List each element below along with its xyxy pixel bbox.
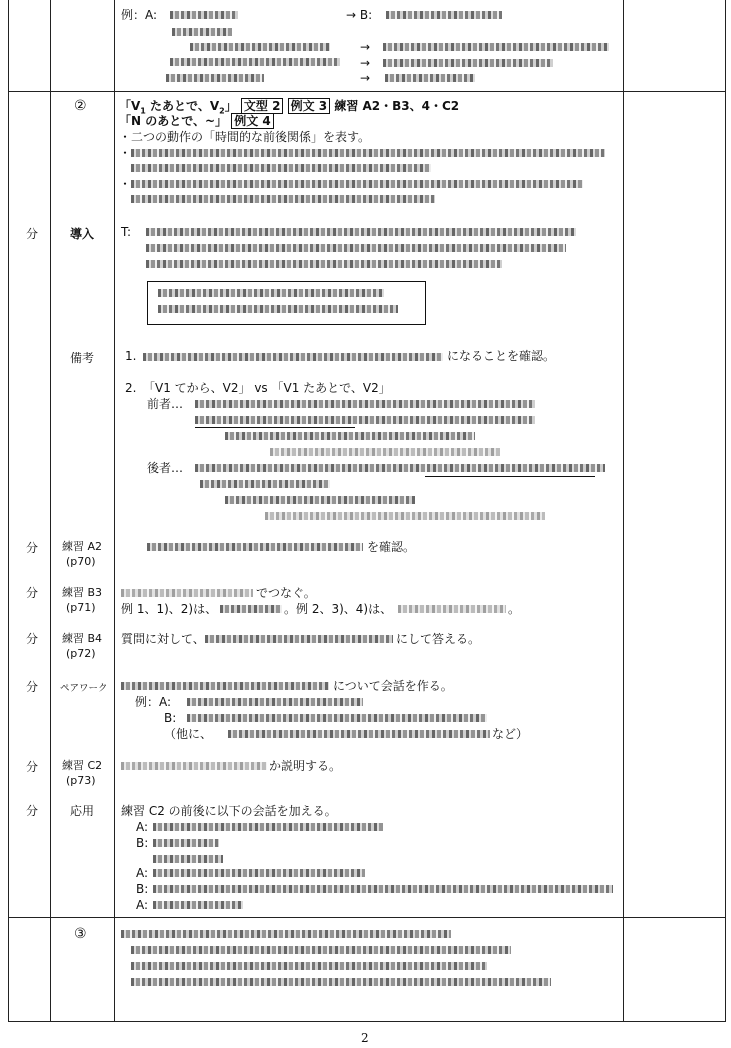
redacted-text	[153, 901, 243, 909]
exercise-text: （他に、	[164, 727, 213, 741]
grammar-pattern-text: たあとで、V	[145, 99, 220, 113]
redacted-text	[131, 180, 583, 188]
row-label-c2: 練習 C2	[62, 759, 103, 772]
redacted-text	[131, 149, 605, 157]
redacted-text	[187, 698, 363, 706]
note-number: 1.	[125, 349, 137, 363]
redacted-text	[153, 869, 365, 877]
time-unit: 分	[26, 586, 39, 600]
redacted-text	[386, 11, 502, 19]
exercise-text: を確認。	[367, 540, 416, 554]
redacted-text	[121, 682, 329, 690]
table-col-divider-3	[623, 0, 624, 1022]
redacted-text	[383, 43, 609, 51]
redacted-text	[228, 730, 490, 738]
page-ref: (p73)	[66, 774, 96, 787]
row-label-ouyou: 応用	[70, 804, 95, 818]
time-unit: 分	[26, 541, 39, 555]
exercise-text: か説明する。	[269, 759, 342, 773]
redacted-text	[131, 978, 551, 986]
note-number: 2.	[125, 381, 137, 395]
table-col-divider-1	[50, 0, 51, 1022]
time-unit: 分	[26, 680, 39, 694]
exercise-text: について会話を作る。	[333, 679, 453, 693]
tag-bunkei: 文型 2	[241, 98, 284, 114]
row-label-b3: 練習 B3	[62, 586, 103, 599]
redacted-text	[172, 28, 232, 36]
redacted-text	[166, 74, 264, 82]
row-label-dounyu: 導入	[70, 227, 95, 241]
arrow-icon: →	[360, 71, 371, 85]
exercise-text: 練習 C2 の前後に以下の会話を加える。	[121, 804, 337, 818]
section-number: ②	[74, 98, 87, 114]
redacted-text	[131, 195, 435, 203]
time-unit: 分	[26, 227, 39, 241]
note-text: になることを確認。	[447, 349, 556, 363]
redacted-text	[131, 164, 431, 172]
redacted-text	[205, 635, 393, 643]
redacted-text	[146, 260, 502, 268]
redacted-text	[121, 589, 253, 597]
tag-renshu: 練習 A2・B3、4・C2	[334, 99, 460, 113]
redacted-text	[195, 400, 535, 408]
bullet-marker: ・	[119, 177, 132, 191]
time-unit: 分	[26, 632, 39, 646]
grammar-heading-line2	[119, 114, 274, 128]
bullet-point: ・二つの動作の「時間的な前後関係」を表す。	[119, 130, 371, 144]
row-divider-1	[8, 91, 725, 92]
top-example-b-label: → B:	[346, 8, 373, 22]
redacted-text	[121, 930, 451, 938]
bullet-marker: ・	[119, 146, 132, 160]
section-number: ③	[74, 926, 87, 942]
redacted-text	[153, 823, 383, 831]
arrow-icon: →	[360, 40, 371, 54]
redacted-text	[265, 512, 545, 520]
dialogue-label: 例：A:	[135, 695, 172, 709]
exercise-text: 。例 2、3)、4)は、	[284, 602, 393, 616]
redacted-text	[121, 762, 267, 770]
grammar-subscript: 2	[219, 106, 225, 116]
redacted-text	[143, 353, 443, 361]
dialogue-label: A:	[136, 866, 149, 880]
note-text: 「V1 てから、V2」 vs 「V1 たあとで、V2」	[143, 381, 391, 395]
exercise-text: など）	[492, 727, 529, 741]
grammar-pattern-text: 「V	[119, 99, 141, 113]
teacher-label: T:	[121, 225, 132, 239]
table-border-right	[725, 0, 726, 1022]
former-label: 前者…	[147, 397, 184, 411]
dialogue-label: B:	[136, 882, 149, 896]
redacted-text	[131, 962, 487, 970]
redacted-text	[270, 448, 500, 456]
page-ref: (p70)	[66, 555, 96, 568]
underline	[195, 427, 355, 428]
redacted-text	[158, 305, 398, 313]
grammar-subscript: 1	[140, 106, 146, 116]
exercise-text: でつなぐ。	[256, 586, 316, 600]
table-border-bottom	[8, 1021, 725, 1022]
boxed-example	[147, 281, 426, 325]
exercise-text: 質問に対して、	[121, 632, 205, 646]
latter-label: 後者…	[147, 461, 184, 475]
redacted-text	[170, 11, 238, 19]
tag-reibun4: 例文 4	[231, 113, 274, 129]
dialogue-label: A:	[136, 898, 149, 912]
arrow-icon: →	[360, 56, 371, 70]
dialogue-label: A:	[136, 820, 149, 834]
redacted-text	[153, 839, 219, 847]
table-border-left	[8, 0, 9, 1022]
redacted-text	[147, 543, 363, 551]
time-unit: 分	[26, 804, 39, 818]
redacted-text	[153, 885, 613, 893]
redacted-text	[220, 605, 282, 613]
exercise-text: にして答える。	[396, 632, 481, 646]
time-unit: 分	[26, 760, 39, 774]
redacted-text	[225, 496, 415, 504]
tag-reibun: 例文 3	[288, 98, 331, 114]
grammar-pattern-text: 」	[224, 99, 237, 113]
top-example-prefix: 例：A:	[121, 8, 158, 22]
page-ref: (p72)	[66, 647, 96, 660]
redacted-text	[195, 464, 605, 472]
redacted-text	[398, 605, 506, 613]
page-ref: (p71)	[66, 601, 96, 614]
redacted-text	[187, 714, 487, 722]
dialogue-label: B:	[164, 711, 177, 725]
row-label-bikou: 備考	[70, 351, 95, 365]
row-label-a2: 練習 A2	[62, 540, 103, 553]
redacted-text	[158, 289, 384, 297]
row-label-pairwork: ペアワーク	[60, 683, 108, 694]
exercise-text: 。	[508, 602, 521, 616]
redacted-text	[131, 946, 511, 954]
grammar-pattern-text: 「N のあとで、~」	[119, 114, 228, 128]
underline	[425, 476, 595, 477]
redacted-text	[146, 244, 566, 252]
row-label-b4: 練習 B4	[62, 632, 103, 645]
redacted-text	[146, 228, 576, 236]
exercise-text: 例 1、1)、2)は、	[121, 602, 218, 616]
row-divider-2	[8, 917, 725, 918]
redacted-text	[385, 74, 475, 82]
table-col-divider-2	[114, 0, 115, 1022]
redacted-text	[170, 58, 340, 66]
redacted-text	[225, 432, 475, 440]
page-number: 2	[361, 1031, 369, 1045]
redacted-text	[195, 416, 535, 424]
dialogue-label: B:	[136, 836, 149, 850]
redacted-text	[383, 59, 553, 67]
redacted-text	[153, 855, 223, 863]
redacted-text	[190, 43, 330, 51]
redacted-text	[200, 480, 330, 488]
